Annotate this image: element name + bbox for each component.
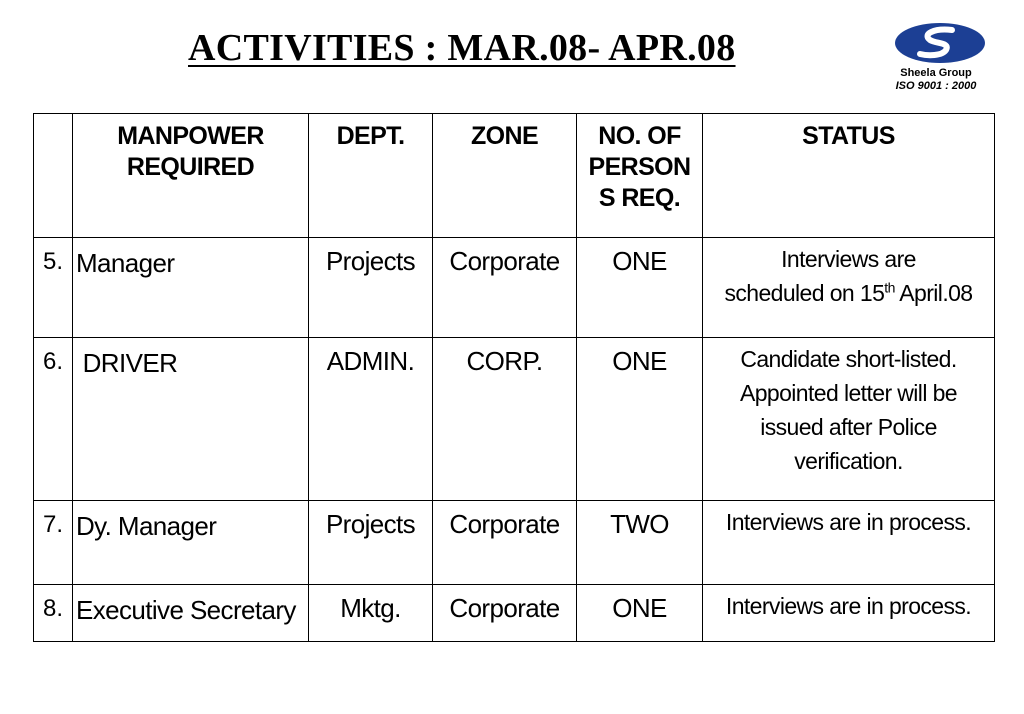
row-number: 5.: [34, 238, 73, 338]
persons-cell: ONE: [577, 585, 703, 642]
header-status: STATUS: [703, 114, 995, 238]
manpower-cell: Dy. Manager: [73, 501, 309, 585]
persons-cell: TWO: [577, 501, 703, 585]
zone-cell: Corporate: [433, 585, 577, 642]
table-row: [34, 501, 995, 585]
header-dept: DEPT.: [309, 114, 433, 238]
persons-cell: ONE: [577, 238, 703, 338]
company-logo: [880, 22, 1000, 94]
header-manpower-required: [73, 114, 309, 238]
zone-cell: Corporate: [433, 501, 577, 585]
header-serial: [34, 114, 73, 238]
header-line: MANPOWER: [117, 122, 264, 150]
header-line: REQUIRED: [126, 153, 255, 181]
status-cell: Interviews are in process.: [703, 585, 995, 642]
status-cell: Interviews are in process.: [703, 501, 995, 585]
manpower-table: [33, 113, 995, 642]
table-header-row: [34, 114, 995, 238]
table-row: [34, 338, 995, 501]
page-title: ACTIVITIES : MAR.08- APR.08: [188, 27, 736, 69]
table-row: [34, 238, 995, 338]
manpower-cell: DRIVER: [73, 338, 309, 501]
header-line: NO. OF: [598, 122, 681, 150]
zone-cell: CORP.: [433, 338, 577, 501]
dept-cell: Projects: [309, 501, 433, 585]
zone-cell: Corporate: [433, 238, 577, 338]
dept-cell: Mktg.: [309, 585, 433, 642]
manpower-cell: Executive Secretary: [73, 585, 309, 642]
manpower-cell: Manager: [73, 238, 309, 338]
company-name: Sheela Group: [900, 67, 972, 79]
sheela-group-logo-icon: [894, 22, 986, 64]
table-row: [34, 585, 995, 642]
persons-cell: ONE: [577, 338, 703, 501]
dept-cell: Projects: [309, 238, 433, 338]
header-line: PERSON: [588, 153, 691, 181]
row-number: 6.: [34, 338, 73, 501]
row-number: 8.: [34, 585, 73, 642]
status-cell: Candidate short-listed. Appointed letter will be issued after Police verification.: [703, 338, 995, 501]
dept-cell: ADMIN.: [309, 338, 433, 501]
header-persons-required: [577, 114, 703, 238]
status-cell: Interviews are scheduled on 15th April.08: [703, 238, 995, 338]
header-line: S REQ.: [598, 184, 681, 212]
header-zone: ZONE: [433, 114, 577, 238]
iso-certification: ISO 9001 : 2000: [895, 80, 977, 92]
row-number: 7.: [34, 501, 73, 585]
